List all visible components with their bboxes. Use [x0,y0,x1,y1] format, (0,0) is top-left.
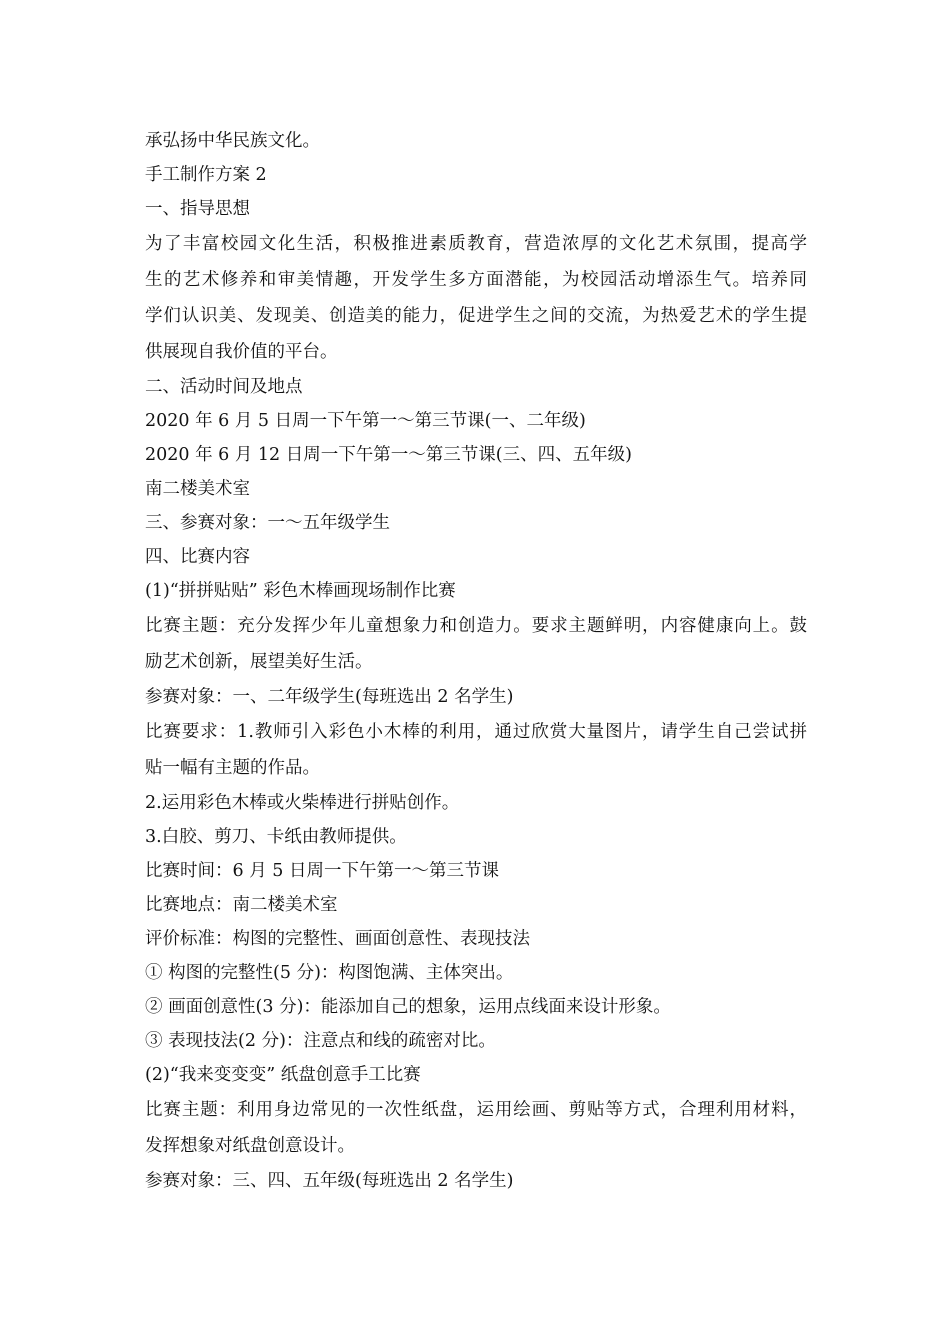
text-line: 生的艺术修养和审美情趣，开发学生多方面潜能，为校园活动增添生气。培养同 [145,270,807,290]
text-line: 参赛对象：一、二年级学生(每班选出 2 名学生) [145,687,514,707]
subsection-heading: (1)“拼拼贴贴” 彩色木棒画现场制作比赛 [145,581,456,601]
paragraph-requirements [145,714,807,786]
subsection-heading: (2)“我来变变变” 纸盘创意手工比赛 [145,1065,421,1085]
text-line: 承弘扬中华民族文化。 [145,131,320,151]
text-line: 发挥想象对纸盘创意设计。 [145,1136,355,1156]
text-line: 参赛对象：三、四、五年级(每班选出 2 名学生) [145,1171,514,1191]
text-line: 比赛主题：充分发挥少年儿童想象力和创造力。要求主题鲜明，内容健康向上。鼓 [145,616,807,636]
paragraph-guiding-idea [145,226,807,370]
text-line: 2.运用彩色木棒或火柴棒进行拼贴创作。 [145,793,460,813]
document-body [145,124,807,1198]
section-title: 手工制作方案 2 [145,165,267,185]
text-line: 南二楼美术室 [145,479,250,499]
text-line: 比赛时间：6 月 5 日周一下午第一～第三节课 [145,861,499,881]
text-line: 贴一幅有主题的作品。 [145,758,320,778]
text-line: 比赛主题：利用身边常见的一次性纸盘，运用绘画、剪贴等方式，合理利用材料， [145,1100,807,1120]
text-line: 励艺术创新，展望美好生活。 [145,652,373,672]
section-heading: 四、比赛内容 [145,547,250,567]
text-line: 学们认识美、发现美、创造美的能力，促进学生之间的交流，为热爱艺术的学生提 [145,306,807,326]
text-line: ① 构图的完整性(5 分)：构图饱满、主体突出。 [145,963,514,983]
text-line: 评价标准：构图的完整性、画面创意性、表现技法 [145,929,530,949]
text-line: 供展现自我价值的平台。 [145,342,338,362]
section-heading: 二、活动时间及地点 [145,377,303,397]
text-line: ② 画面创意性(3 分)：能添加自己的想象，运用点线面来设计形象。 [145,997,671,1017]
text-line: 2020 年 6 月 12 日周一下午第一～第三节课(三、四、五年级) [145,445,632,465]
paragraph-theme-2 [145,1092,807,1164]
text-line: 为了丰富校园文化生活，积极推进素质教育，营造浓厚的文化艺术氛围，提高学 [145,234,807,254]
text-line: ③ 表现技法(2 分)：注意点和线的疏密对比。 [145,1031,496,1051]
section-heading: 三、参赛对象：一～五年级学生 [145,513,390,533]
section-heading: 一、指导思想 [145,199,250,219]
text-line: 3.白胶、剪刀、卡纸由教师提供。 [145,827,407,847]
text-line: 2020 年 6 月 5 日周一下午第一～第三节课(一、二年级) [145,411,586,431]
text-line: 比赛地点：南二楼美术室 [145,895,338,915]
text-line: 比赛要求：1.教师引入彩色小木棒的利用，通过欣赏大量图片，请学生自己尝试拼 [145,722,807,742]
paragraph-theme-1 [145,608,807,680]
